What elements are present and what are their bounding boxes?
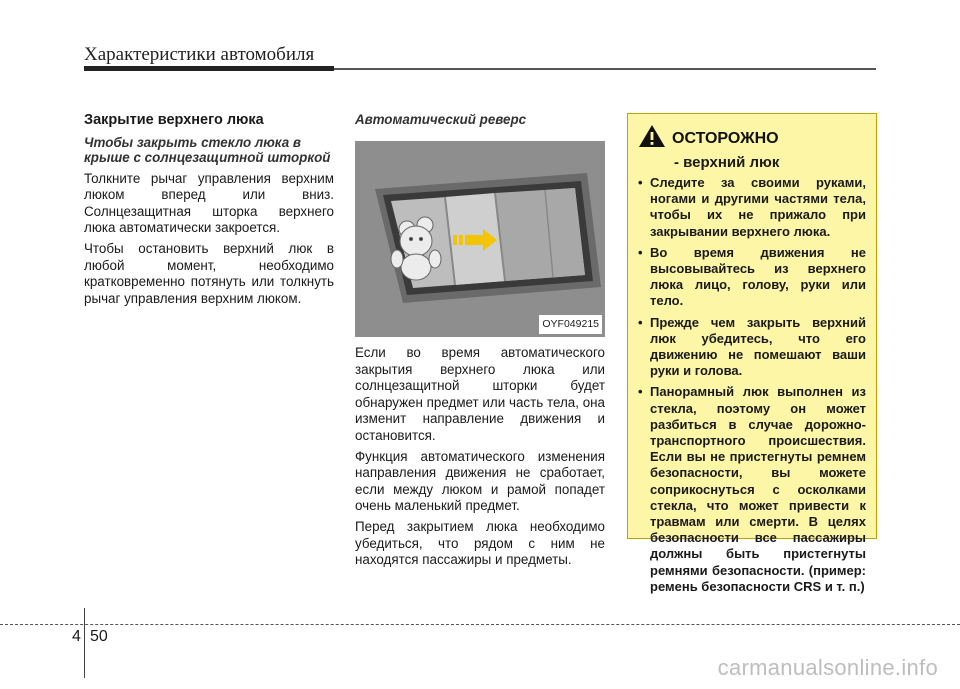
warning-box <box>627 113 877 594</box>
page-header-title: Характеристики автомобиля <box>84 44 315 65</box>
section-title-closing: Закрытие верхнего люка <box>84 112 264 128</box>
warning-item: • Панорамный люк выполнен из стекла, поэтому он может разбиться в случае дорожно-транспортного происшествия. Если вы не пристегнуты ремнем безопасности, вы можете соприкоснуться с осколками стекла, что может привести к травмам или смерти. В целях безопасности все пассажиры должны быть пристегнуты ремнями безопасности. (пример: ремень безопасности CRS и т. п.) <box>638 384 866 595</box>
middle-column <box>355 112 605 573</box>
warning-header <box>638 124 866 153</box>
header-rule-accent <box>84 66 334 71</box>
image-code-label: OYF049215 <box>539 315 602 334</box>
warning-item: • Прежде чем закрыть верхний люк убедитесь, что его движению не помешают ваши руки и голова. <box>638 315 866 380</box>
sunroof-drawing <box>355 141 605 337</box>
warning-triangle-icon <box>638 124 666 153</box>
paragraph: Чтобы остановить верхний люк в любой момент, необходимо кратковременно потянуть или толкнуть рычаг управления верхним люком. <box>84 240 334 306</box>
watermark: carmanualsonline.info <box>717 655 938 680</box>
page-number: 50 <box>90 628 108 645</box>
warning-item: • Во время движения не высовывайтесь из верхнего люка лицо, голову, руки или тело. <box>638 245 866 310</box>
paragraph: Функция автоматического изменения направления движения не сработает, если между люком и рамой попадет очень маленький предмет. <box>355 448 605 514</box>
chapter-number: 4 <box>72 628 81 645</box>
subsection-title-glass-shade: Чтобы закрыть стекло люка в крыше с солнцезащитной шторкой <box>84 134 331 165</box>
sunroof-illustration <box>355 141 605 337</box>
warning-list <box>638 175 866 595</box>
footer-vertical-line <box>84 608 85 678</box>
paragraph: Перед закрытием люка необходимо убедиться, что рядом с ним не находятся пассажиры и предметы. <box>355 518 605 568</box>
left-column <box>84 112 334 311</box>
paragraph: Толкните рычаг управления верхним люком вперед или вниз. Солнцезащитная шторка верхнего люка автоматически закроется. <box>84 170 334 236</box>
warning-title: ОСТОРОЖНО <box>672 129 779 147</box>
paragraph: Если во время автоматического закрытия верхнего люка или солнцезащитной шторки будет обнаружен предмет или часть тела, она изменит направление движения и остановится. <box>355 345 605 443</box>
section-title-auto-reverse: Автоматический реверс <box>355 112 527 127</box>
warning-item: • Следите за своими руками, ногами и другими частями тела, чтобы их не прижало при закрывании верхнего люка. <box>638 175 866 240</box>
footer-divider <box>0 624 960 625</box>
warning-subtitle: - верхний люк <box>674 154 780 171</box>
